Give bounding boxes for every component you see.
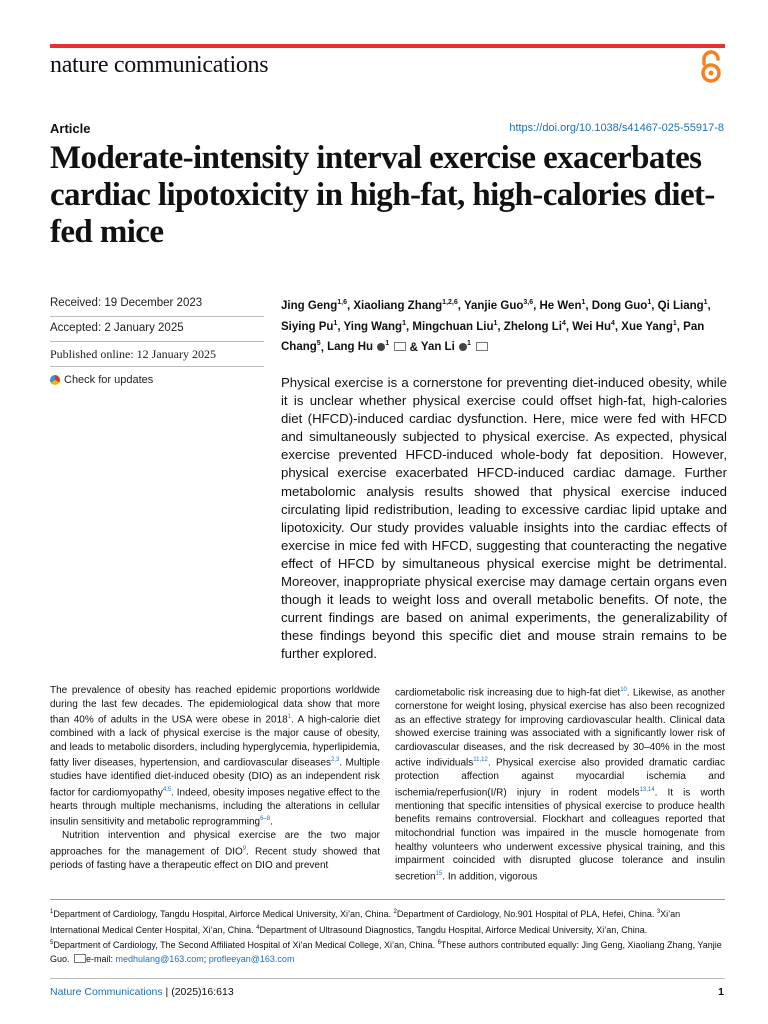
check-updates-row bbox=[50, 367, 264, 391]
mail-icon[interactable] bbox=[476, 342, 488, 351]
citation-link[interactable]: 13,14 bbox=[639, 786, 655, 793]
footer-journal-link[interactable]: Nature Communications bbox=[50, 986, 163, 998]
check-for-updates-button[interactable] bbox=[50, 374, 264, 386]
author[interactable]: Yan Li $^1$ bbox=[421, 341, 488, 353]
body-paragraph: The prevalence of obesity has reached epidemic proportions worldwide during the last few decades. The epidemiological data show that more than 40% of adults in the USA were obese in 2018$^1$. A high-calorie diet combined with a lack of physical exercise is the major cause of obesity, and leads to metabolic disorders, including hyperglycemia, hyperlipidemia, fatty liver diseases, hypertension, and cardiovascular diseases$^{2,3}$. Multiple studies have identified diet-induced obesity (DIO) as an independent risk factor for cardiomyopathy$^{4,5}$. Indeed, obesity imposes negative effect to the hearts through multiple mechanisms, including the alterations in cellular insulin sensitivity and metabolic reprogramming$^{6-8}$. bbox=[50, 685, 381, 828]
abstract: Physical exercise is a cornerstone for preventing diet-induced obesity, while it is unclear whether physical exercise could offset high-fat, high-calories diet (HFCD)-induced cardiac dysfunction. Here, mice were fed with HFCD and simultaneously subjected to physical exercise. As expected, physical exercise prevented HFCD-induced whole-body fat deposition. However, physical exercise exacerbated HFCD-induced cardiac damage. Further metabolomic analysis results showed that physical exercise induced circulating lipid redistribution, leading to excessive cardiac lipid uptake and lipotoxicity. Our study provides valuable insights into the cardiac effects of exercise in mice fed with HFCD, suggesting that counteracting the negative effect of HFCD by simultaneous physical exercise might be detrimental. Moreover, inappropriate physical exercise may damage certain organs even though it leads to weight loss and overall metabolic benefits. Of note, the current findings are based on animal experiments, the generalizability of these findings beyond this specific diet and mouse strain remains to be further explored. bbox=[281, 375, 727, 662]
journal-name: nature communications bbox=[50, 52, 269, 78]
author[interactable]: Xue Yang$^1$ bbox=[621, 319, 677, 333]
author[interactable]: Xiaoliang Zhang$^{1,2,6}$ bbox=[353, 299, 458, 312]
author[interactable]: Lang Hu $^1$ bbox=[327, 341, 406, 353]
published-date: Published online: 12 January 2025 bbox=[50, 342, 264, 367]
author[interactable]: Yanjie Guo$^{3,6}$ bbox=[463, 299, 534, 312]
article-type-label: Article bbox=[50, 121, 91, 136]
author[interactable]: Ying Wang$^1$ bbox=[343, 319, 406, 333]
mail-icon bbox=[74, 954, 86, 963]
author[interactable]: Siying Pu$^1$ bbox=[281, 319, 338, 333]
author[interactable]: Zhelong Li$^4$ bbox=[503, 319, 566, 333]
body-column-right bbox=[395, 684, 725, 884]
top-accent-bar bbox=[50, 44, 725, 48]
author-joiner: & bbox=[409, 341, 418, 354]
page-number: 1 bbox=[718, 986, 724, 998]
citation-link[interactable]: 2,3 bbox=[330, 757, 340, 764]
received-date: Received: 19 December 2023 bbox=[50, 292, 264, 317]
open-access-icon bbox=[697, 50, 725, 84]
check-for-updates-label: Check for updates bbox=[64, 374, 154, 386]
email-link[interactable]: profleeyan@163.com bbox=[208, 953, 295, 964]
article-title: Moderate-intensity interval exercise exacerbates cardiac lipotoxicity in high-fat, high-calories diet-fed mice bbox=[50, 140, 715, 250]
author[interactable]: Qi Liang$^1$ bbox=[657, 299, 708, 312]
email-link[interactable]: medhulang@163.com bbox=[115, 953, 204, 964]
publication-dates bbox=[50, 292, 264, 391]
citation-link[interactable]: 4,5 bbox=[162, 786, 172, 793]
author[interactable]: Wei Hu$^4$ bbox=[572, 319, 615, 333]
footnote-divider bbox=[50, 899, 725, 900]
citation-link[interactable]: 15 bbox=[435, 870, 443, 877]
citation-link[interactable]: 9 bbox=[242, 845, 247, 852]
author[interactable]: Jing Geng$^{1,6}$ bbox=[281, 299, 347, 312]
citation-link[interactable]: 1 bbox=[287, 714, 292, 721]
footer-divider bbox=[50, 978, 725, 979]
mail-icon[interactable] bbox=[394, 342, 406, 351]
body-column-left bbox=[50, 684, 380, 872]
author-list: Jing Geng$^{1,6}$, Xiaoliang Zhang$^{1,2,6}$, Yanjie Guo$^{3,6}$, He Wen$^1$, Dong Guo$^1$, Qi Liang$^1$, Siying Pu$^1$, Ying Wang$^1$, Mingchuan Liu$^1$, Zhelong Li$^4$, Wei Hu$^4$, Xue Yang$^1$, Pan Chang$^5$, Lang Hu $^1$ & Yan Li $^1$ bbox=[281, 299, 711, 354]
affiliations-footnote: $^1$Department of Cardiology, Tangdu Hospital, Airforce Medical University, Xi’an, China. $^2$Department of Cardiology, No.901 Hospital of PLA, Hefei, China. $^3$Xi’an International Medical Center Hospital, Xi’an, China. $^4$Department of Ultrasound Diagnostics, Tangdu Hospital, Airforce Medical University, Xi’an, China. $^5$Department of Cardiology, The Second Affiliated Hospital of Xi’an Medical College, Xi’an, China. $^6$These authors contributed equally: Jing Geng, Xiaoliang Zhang, Yanjie Guo. e-mail: medhulang@163.com; profleeyan@163.com bbox=[50, 909, 722, 964]
citation-link[interactable]: 6–8 bbox=[260, 816, 271, 823]
crossmark-icon bbox=[50, 375, 60, 385]
body-paragraph: cardiometabolic risk increasing due to high-fat diet$^{10}$. Likewise, as another cornerstone for weight losing, physical exercise has also been recognized as an effective strategy for improving cardiovascular health. Clinical data showed exercise training was associated with a significantly lower risk of cardiovascular diseases, and the risk decreased by 30–40% in the most active individuals$^{11,12}$. Physical exercise also provided dramatic cardiac protection affection against myocardial ischemia and ischemia/reperfusion(I/R) injury in rodent models$^{13,14}$. It is worth mentioning that specific intensities of physical exercise to produce health benefits remains controversial. Flockhart and colleagues reported that mitochondrial function was impaired in the muscle homogenate from healthy volunteers who underwent excessive physical training, and this impairment coincided with disrupted glucose tolerance and insulin secretion$^{15}$. In addition, vigorous bbox=[395, 687, 726, 883]
footer-issue: (2025)16:613 bbox=[171, 986, 234, 998]
author[interactable]: Mingchuan Liu$^1$ bbox=[412, 319, 498, 333]
doi-link[interactable]: https://doi.org/10.1038/s41467-025-55917-8 bbox=[509, 122, 724, 134]
citation-link[interactable]: 10 bbox=[620, 687, 627, 693]
author[interactable]: Pan Chang$^5$ bbox=[281, 320, 705, 354]
author[interactable]: He Wen$^1$ bbox=[539, 299, 586, 312]
orcid-icon[interactable] bbox=[459, 343, 467, 351]
author[interactable]: Dong Guo$^1$ bbox=[591, 299, 652, 312]
accepted-date: Accepted: 2 January 2025 bbox=[50, 317, 264, 342]
citation-link[interactable]: 11,12 bbox=[473, 757, 488, 764]
footer-citation: Nature Communications | (2025)16:613 bbox=[50, 986, 234, 998]
body-paragraph: Nutrition intervention and physical exercise are the two major approaches for the management of DIO$^9$. Recent study showed that periods of fasting have a therapeutic effect on DIO and prevent bbox=[50, 830, 380, 871]
